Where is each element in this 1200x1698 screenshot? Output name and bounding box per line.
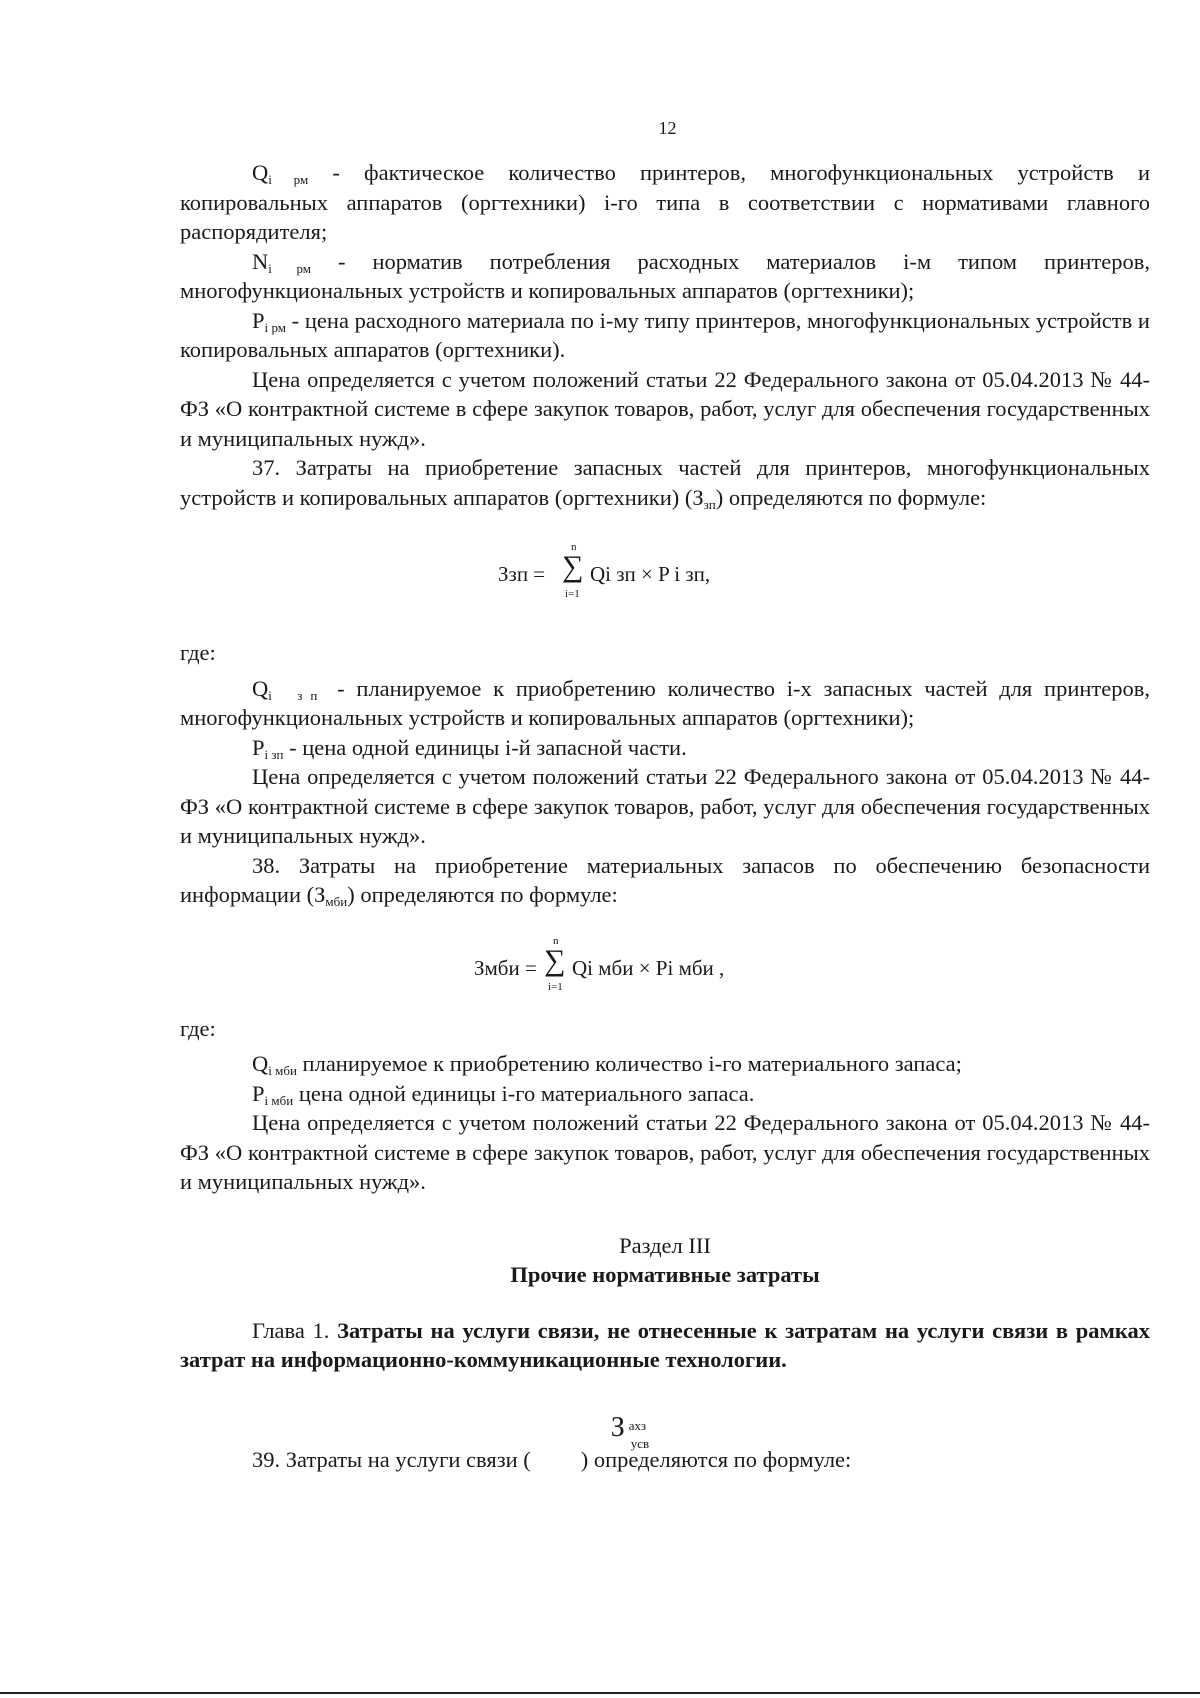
definition-p-zp: $P_{i зп}$ - цена одной единицы i-й запасной части. — [252, 734, 687, 762]
formula-37-rhs: Qi зп × P i зп, — [590, 562, 711, 586]
chapter-heading: Глава 1. Затраты на услуги связи, не отнесенные к затратам на услуги связи в рамках затрат на информационно-коммуникационные технологии. — [180, 1317, 1150, 1372]
bottom-rule — [0, 1692, 1200, 1694]
page-number: 12 — [658, 118, 677, 138]
formula-38 — [180, 910, 1150, 1014]
sum-symbol: ∑ — [544, 943, 566, 977]
formula-37-lhs: Ззп = — [498, 562, 546, 586]
formula-37 — [180, 512, 1150, 638]
formula-37-lower: i=1 — [565, 588, 580, 600]
price-note-3: Цена определяется с учетом положений статьи 22 Федерального закона от 05.04.2013 № 44-ФЗ «О контрактной системе в сфере закупок товаров, работ, услуг для обеспечения государственных и муниципальных нужд». — [180, 1110, 1150, 1194]
formula-37-upper: n — [571, 541, 577, 553]
price-note-2: Цена определяется с учетом положений статьи 22 Федерального закона от 05.04.2013 № 44-ФЗ «О контрактной системе в сфере закупок товаров, работ, услуг для обеспечения государственных и муниципальных нужд». — [180, 764, 1150, 848]
definition-n-rm: $N_{i рм}$ - норматив потребления расходных материалов i-м типом принтеров, многофункциональных устройств и копировальных аппаратов (оргтехники); — [180, 248, 1150, 303]
formula-38-upper: n — [553, 934, 559, 947]
formula-38-rhs: Qi мби × Pi мби , — [572, 955, 725, 980]
where-label-2: где: — [180, 1015, 216, 1041]
definition-p-rm: $P_{i рм}$ - цена расходного материала по i-му типу принтеров, многофункциональных устройств и копировальных аппаратов (оргтехники). — [180, 307, 1150, 362]
formula-38-lower: i=1 — [548, 980, 563, 993]
item-39: 39. Затраты на услуги связи ( З ахз усв ) определяются по формуле: — [252, 1411, 852, 1472]
price-note-1: Цена определяется с учетом положений статьи 22 Федерального закона от 05.04.2013 № 44-ФЗ «О контрактной системе в сфере закупок товаров, работ, услуг для обеспечения государственных и муниципальных нужд». — [180, 366, 1150, 451]
formula-38-lhs: Змби = — [474, 955, 537, 980]
section-title: Раздел III — [619, 1232, 711, 1258]
item-37: 37. Затраты на приобретение запасных частей для принтеров, многофункциональных устройств и копировальных аппаратов (оргтехники) $(З_{зп})$ определяются по формуле: — [180, 455, 1150, 512]
item-38: 38. Затраты на приобретение материальных запасов по обеспечению безопасности информации $(З_{мби})$ определяются по формуле: — [180, 852, 1150, 909]
definition-q-zp: $Q_{i зп}$ - планируемое к приобретению количество i-х запасных частей для принтеров, многофункциональных устройств и копировальных аппаратов (оргтехники); — [180, 675, 1150, 730]
definition-p-mbi: $P_{i мби}$ цена одной единицы i-го материального запаса. — [252, 1080, 755, 1108]
definition-q-mbi: $Q_{i мби}$ планируемое к приобретению количество i-го материального запаса; — [252, 1051, 962, 1078]
document-body — [180, 158, 1150, 1474]
where-label-1: где: — [180, 640, 216, 665]
sum-symbol: ∑ — [562, 550, 584, 583]
symbol-z-ahz-usv: З ахз усв — [610, 1411, 650, 1451]
section-subtitle: Прочие нормативные затраты — [510, 1262, 820, 1287]
definition-q-rm: $Q_{i рм}$ - фактическое количество принтеров, многофункциональных устройств и копировальных аппаратов (оргтехники) i-го типа в соответствии с нормативами главного распорядителя; — [180, 160, 1150, 244]
